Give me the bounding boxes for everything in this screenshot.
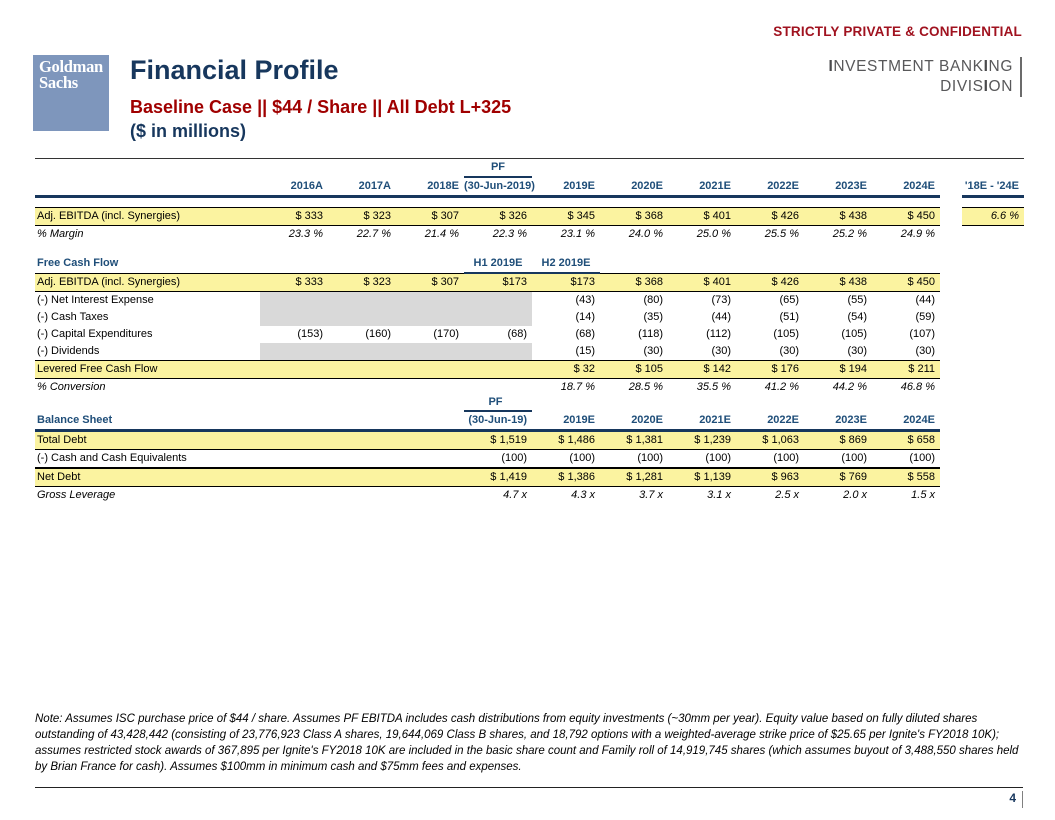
- year-col-header: 2024E: [872, 411, 940, 431]
- blank-cell: [260, 292, 328, 310]
- bs-pf-column-header: PF: [464, 396, 532, 411]
- year-col-header: 2019E: [532, 411, 600, 431]
- year-col-header: 2021E: [668, 411, 736, 431]
- row-levered-fcf: Levered Free Cash Flow $ 32 $ 105 $ 142 $ 176 $ 194 $ 211: [35, 361, 1024, 379]
- blank-cell: [328, 343, 396, 361]
- financial-table: [35, 158, 1024, 504]
- row-label: Levered Free Cash Flow: [35, 361, 260, 379]
- row-label: (-) Net Interest Expense: [37, 294, 154, 306]
- goldman-sachs-logo: [33, 55, 109, 131]
- blank-cell: [396, 309, 464, 326]
- pf-column-header: PF: [464, 159, 532, 178]
- page-number: 4: [1009, 791, 1016, 805]
- row-label: (-) Capital Expenditures: [37, 328, 153, 340]
- year-col-header: 2019E: [532, 177, 600, 197]
- units-label: ($ in millions): [130, 121, 247, 141]
- bs-date-col-header: (30-Jun-19): [464, 411, 532, 431]
- page-number-block: [35, 791, 1023, 808]
- goldman-sachs-logo-text: Goldman Sachs: [39, 57, 103, 92]
- confidentiality-notice: STRICTLY PRIVATE & CONFIDENTIAL: [773, 24, 1022, 39]
- row-margin: % Margin 23.3 % 22.7 % 21.4 % 22.3 % 23.1 % 24.0 % 25.0 % 25.5 % 25.2 % 24.9 %: [35, 226, 1024, 244]
- year-col-header: 2022E: [736, 177, 804, 197]
- blank-cell: [328, 292, 396, 310]
- row-net-debt: Net Debt $ 1,419 $ 1,386 $ 1,281 $ 1,139 $ 963 $ 769 $ 558: [35, 468, 1024, 487]
- ebitda-cagr-value: 6.6 %: [962, 208, 1024, 226]
- year-col-header: 2021E: [668, 177, 736, 197]
- page-number-divider: [1022, 791, 1023, 808]
- spacer-row: [35, 197, 1024, 208]
- division-label: [828, 57, 1022, 97]
- year-col-header: 2023E: [804, 177, 872, 197]
- year-col-header: 2016A: [260, 177, 328, 197]
- row-dividends: (-) Dividends (15) (30) (30) (30) (30) (30): [35, 343, 1024, 361]
- row-label: Total Debt: [35, 431, 260, 450]
- blank-cell: [260, 343, 328, 361]
- row-label: Gross Leverage: [37, 489, 116, 501]
- year-col-header: 2020E: [600, 411, 668, 431]
- year-col-header: 2018E: [396, 177, 464, 197]
- footnote: Note: Assumes ISC purchase price of $44 / share. Assumes PF EBITDA includes cash distributions from equity investments (~30mm per year). Equity value based on fully diluted shares outstanding of 43,428,442 (consisting of 23,776,923 Class A shares, 19,644,069 Class B shares, and 18,792 options with a weighted-average strike price of $25.65 per Ignite's FY2018 10K); assumes restricted stock awards of 367,895 per Ignite's FY2018 10K are included in the basic share count and Family roll of 14,919,745 shares (which assumes buyout of 3,488,550 shares held by Brian France for cash). Assumes $100mm in minimum cash and $75mm fees and expenses.: [35, 713, 1019, 773]
- pf-date-col-header: (30-Jun-2019): [464, 177, 532, 197]
- row-label: Adj. EBITDA (incl. Synergies): [35, 273, 260, 292]
- fcf-section-header-row: [35, 255, 1024, 273]
- row-cash-equivalents: (-) Cash and Cash Equivalents (100) (100) (100) (100) (100) (100) (100): [35, 450, 1024, 469]
- blank-cell: [396, 343, 464, 361]
- row-label: (-) Cash and Cash Equivalents: [35, 450, 260, 469]
- section-title: Free Cash Flow: [37, 257, 119, 270]
- h1-2019-col-header: H1 2019E: [464, 255, 532, 273]
- blank-cell: [464, 343, 532, 361]
- row-label: (-) Dividends: [37, 345, 100, 357]
- row-net-interest: (-) Net Interest Expense (43) (80) (73) (65) (55) (44): [35, 292, 1024, 310]
- footer-divider: [35, 787, 1023, 788]
- section-title: Balance Sheet: [35, 411, 260, 431]
- year-col-header: 2022E: [736, 411, 804, 431]
- year-col-header: 2020E: [600, 177, 668, 197]
- page-subtitle: Baseline Case || $44 / Share || All Debt L+325: [130, 97, 512, 117]
- row-total-debt: Total Debt $ 1,519 $ 1,486 $ 1,381 $ 1,239 $ 1,063 $ 869 $ 658: [35, 431, 1024, 450]
- row-label: Adj. EBITDA (incl. Synergies): [35, 208, 260, 226]
- row-capex: (-) Capital Expenditures (153) (160) (170) (68) (68) (118) (112) (105) (105) (107): [35, 326, 1024, 343]
- row-gross-leverage: Gross Leverage 4.7 x 4.3 x 3.7 x 3.1 x 2.5 x 2.0 x 1.5 x: [35, 487, 1024, 505]
- year-col-header: 2024E: [872, 177, 940, 197]
- row-label: % Conversion: [37, 381, 106, 393]
- year-col-header: 2023E: [804, 411, 872, 431]
- row-cash-taxes: (-) Cash Taxes (14) (35) (44) (51) (54) (59): [35, 309, 1024, 326]
- column-header-row: [35, 177, 1024, 197]
- h2-2019-col-header: H2 2019E: [532, 255, 600, 273]
- bs-pf-overheader-row: [35, 396, 1024, 411]
- row-fcf-adj-ebitda: Adj. EBITDA (incl. Synergies) $ 333 $ 323 $ 307 $173 $173 $ 368 $ 401 $ 426 $ 438 $ 450: [35, 273, 1024, 292]
- blank-cell: [260, 309, 328, 326]
- page-title: Financial Profile: [130, 55, 339, 85]
- cagr-col-header: '18E - '24E: [962, 177, 1024, 197]
- row-label: Net Debt: [35, 468, 260, 487]
- row-label: (-) Cash Taxes: [37, 311, 109, 323]
- blank-cell: [464, 309, 532, 326]
- division-line-1: INVESTMENT BANKING: [828, 58, 1013, 75]
- bs-section-header-row: [35, 411, 1024, 431]
- spacer-row: [35, 243, 1024, 255]
- year-col-header: 2017A: [328, 177, 396, 197]
- blank-cell: [464, 292, 532, 310]
- row-conversion: % Conversion 18.7 % 28.5 % 35.5 % 41.2 % 44.2 % 46.8 %: [35, 379, 1024, 397]
- pf-overheader-row: [35, 159, 1024, 178]
- blank-cell: [328, 309, 396, 326]
- row-label: % Margin: [37, 228, 84, 240]
- row-adj-ebitda: Adj. EBITDA (incl. Synergies) $ 333 $ 323 $ 307 $ 326 $ 345 $ 368 $ 401 $ 426 $ 438 $ 450 6.6 %: [35, 208, 1024, 226]
- blank-cell: [396, 292, 464, 310]
- division-line-2: DIVISION: [940, 77, 1013, 95]
